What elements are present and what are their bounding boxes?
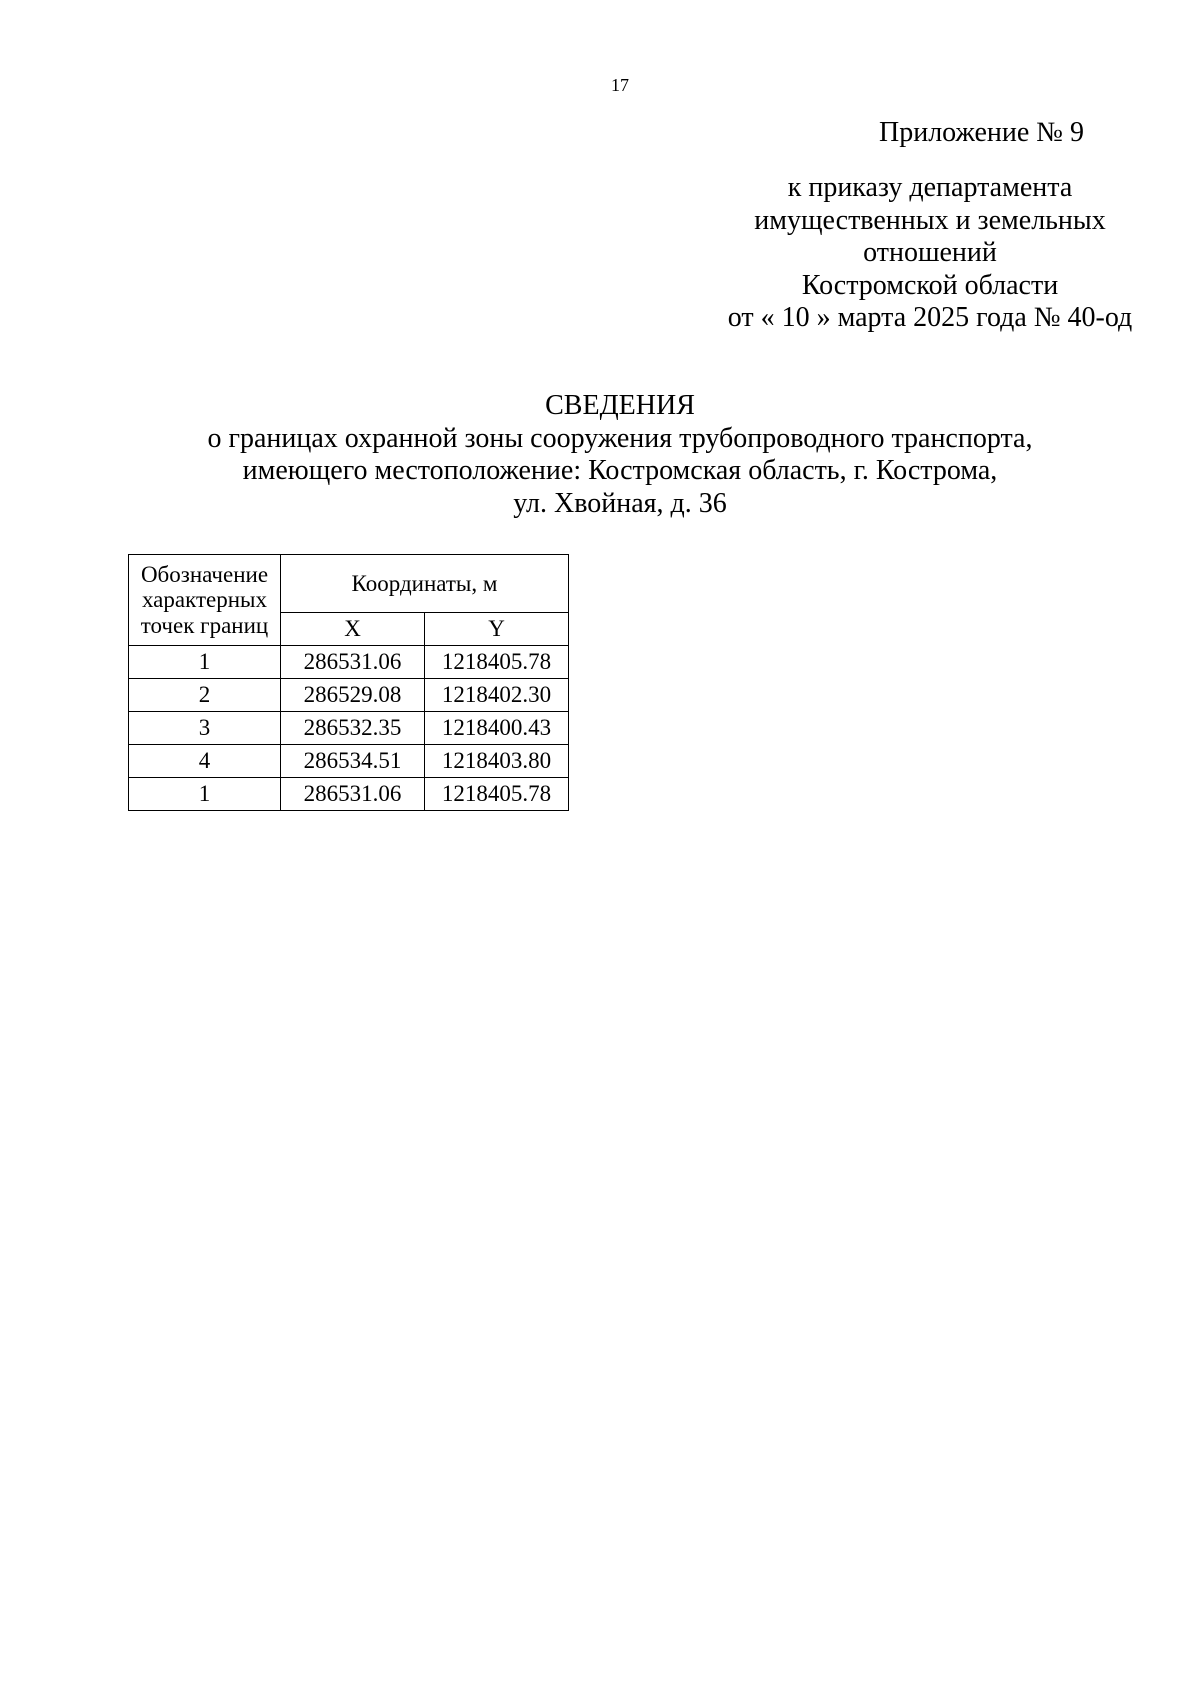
x-coordinate-cell: 286532.35: [281, 712, 425, 745]
y-coordinate-cell: 1218402.30: [425, 679, 569, 712]
coordinates-header: Координаты, м: [281, 555, 569, 613]
table-row: [129, 745, 569, 778]
document-subtitle-line: ул. Хвойная, д. 36: [513, 487, 727, 519]
order-reference-line: имущественных и земельных: [754, 204, 1106, 236]
y-coordinate-cell: 1218403.80: [425, 745, 569, 778]
table-row: [129, 712, 569, 745]
document-heading: [0, 390, 1200, 520]
document-subtitle-line: о границах охранной зоны сооружения трубопроводного транспорта,: [207, 422, 1033, 454]
document-title: СВЕДЕНИЯ: [545, 390, 695, 421]
y-coordinate-cell: 1218400.43: [425, 712, 569, 745]
point-number-cell: 4: [129, 745, 281, 778]
x-coordinate-cell: 286529.08: [281, 679, 425, 712]
y-coordinate-cell: 1218405.78: [425, 778, 569, 811]
x-coordinate-cell: 286534.51: [281, 745, 425, 778]
point-designation-header: [129, 555, 281, 646]
order-reference-line: к приказу департамента: [787, 172, 1073, 203]
order-reference-line: Костромской области: [801, 269, 1059, 301]
order-reference: [600, 172, 1200, 335]
point-number-cell: 3: [129, 712, 281, 745]
point-number-cell: 2: [129, 679, 281, 712]
page-number: 17: [611, 75, 629, 95]
x-coordinate-cell: 286531.06: [281, 778, 425, 811]
y-coordinate-cell: 1218405.78: [425, 646, 569, 679]
table-row: [129, 778, 569, 811]
y-column-header: Y: [425, 613, 569, 646]
x-column-header: X: [281, 613, 425, 646]
document-subtitle-line: имеющего местоположение: Костромская область, г. Кострома,: [242, 455, 998, 486]
order-reference-line: отношений: [863, 237, 997, 268]
point-number-cell: 1: [129, 646, 281, 679]
point-header-line: характерных: [141, 587, 267, 613]
coordinates-table: [128, 554, 569, 811]
order-reference-date-line: от « 10 » марта 2025 года № 40-од: [727, 302, 1133, 333]
table-row: [129, 679, 569, 712]
x-coordinate-cell: 286531.06: [281, 646, 425, 679]
appendix-title: Приложение № 9: [879, 117, 1084, 148]
point-number-cell: 1: [129, 778, 281, 811]
table-row: [129, 646, 569, 679]
point-header-line: Обозначение: [140, 562, 269, 588]
point-header-line: точек границ: [140, 612, 269, 638]
